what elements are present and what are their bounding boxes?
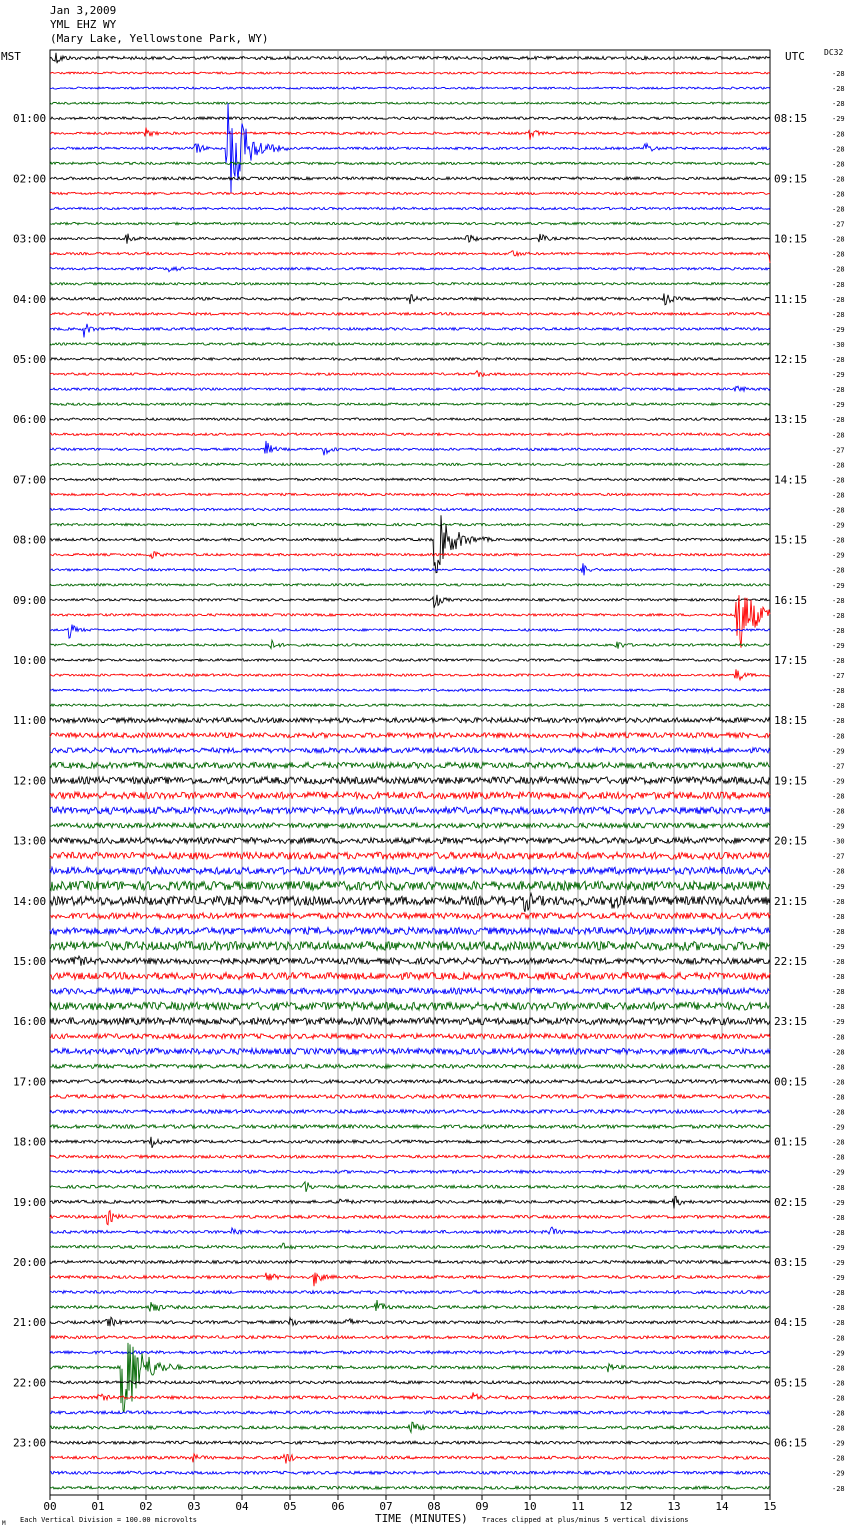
x-tick-label: 03 [187, 1500, 201, 1513]
dc-offset-label: -29 [832, 1439, 845, 1448]
trace-row-92 [50, 1441, 770, 1444]
dc-offset-label: -28 [832, 702, 845, 711]
dc-offset-label: -29 [832, 777, 845, 786]
trace-row-86 [50, 1351, 770, 1354]
mst-hour-label: 22:00 [13, 1376, 47, 1390]
trace-row-48 [50, 777, 770, 784]
utc-hour-label: 04:15 [774, 1316, 808, 1330]
dc-offset-label: -28 [832, 295, 845, 304]
dc-offset-label: -29 [832, 942, 845, 951]
dc-offset-label: -28 [832, 867, 845, 876]
trace-row-70 [50, 1110, 770, 1114]
trace-row-18 [50, 324, 770, 338]
dc-offset-label: -28 [832, 310, 845, 319]
trace-row-57 [50, 913, 770, 919]
dc-offset-label: -28 [832, 958, 845, 966]
dc-offset-label: -28 [832, 1213, 845, 1222]
dc-offset-label: -28 [832, 912, 845, 921]
trace-row-24 [50, 418, 770, 420]
dc-offset-label: -28 [832, 70, 845, 79]
dc-offset-label: -28 [832, 732, 845, 741]
dc-offset-label: -29 [832, 371, 845, 380]
dc-offset-label: -28 [832, 973, 845, 982]
dc-offset-label: -28 [832, 386, 845, 395]
trace-row-47 [50, 762, 770, 768]
dc-offset-label: -28 [832, 1394, 845, 1403]
dc-offset-label: -27 [832, 762, 845, 771]
dc-offset-label: -28 [832, 130, 845, 139]
trace-row-82 [50, 1291, 770, 1294]
mst-hour-label: 09:00 [13, 593, 47, 607]
trace-row-12 [50, 234, 770, 244]
mst-hour-label: 23:00 [13, 1436, 47, 1450]
trace-row-55 [50, 881, 770, 890]
mst-hour-label: 13:00 [13, 834, 47, 848]
trace-row-5 [50, 128, 770, 140]
trace-row-75 [50, 1182, 770, 1192]
dc-offset-label: -28 [832, 160, 845, 169]
trace-row-6 [50, 103, 770, 193]
trace-row-27 [50, 463, 770, 465]
plot-grid [50, 50, 770, 1500]
trace-row-4 [50, 117, 770, 120]
trace-row-30 [50, 508, 770, 510]
dc-offset-label: -28 [832, 566, 845, 575]
dc-offset-label: -28 [832, 1003, 845, 1012]
trace-row-51 [50, 823, 770, 828]
mst-hour-label: 04:00 [13, 292, 47, 306]
mst-hour-label: 19:00 [13, 1195, 47, 1209]
trace-row-69 [50, 1095, 770, 1099]
trace-row-28 [50, 478, 770, 480]
trace-row-60 [50, 956, 770, 966]
mst-hour-label: 16:00 [13, 1015, 47, 1029]
trace-row-15 [50, 283, 770, 285]
utc-hour-label: 11:15 [774, 292, 808, 306]
dc-offset-label: -28 [832, 205, 845, 214]
trace-row-71 [50, 1125, 770, 1129]
dc-offset-label: -28 [832, 897, 845, 906]
dc-offset-label: -28 [832, 792, 845, 801]
dc-offset-label: -28 [832, 927, 845, 936]
trace-row-83 [50, 1300, 770, 1311]
utc-hour-label: 16:15 [774, 593, 808, 607]
dc-label-text: DC [824, 48, 834, 57]
dc-offset-label: -30 [832, 340, 845, 349]
trace-row-7 [50, 162, 770, 164]
dc-offset-label: -28 [832, 1364, 845, 1373]
dc-offset-label: -28 [832, 1409, 845, 1418]
trace-row-34 [50, 563, 770, 575]
utc-hour-label: 13:15 [774, 413, 808, 427]
dc-offset-label: -28 [832, 356, 845, 364]
dc-offset-label: -28 [832, 175, 845, 184]
trace-row-44 [50, 718, 770, 723]
mst-hour-label: 02:00 [13, 172, 47, 186]
mst-hour-label: 10:00 [13, 654, 47, 667]
dc-offset-label: -27 [832, 852, 845, 861]
trace-row-73 [50, 1155, 770, 1158]
dc-offset-label: -27 [832, 220, 845, 229]
x-axis-title: TIME (MINUTES) [375, 1512, 468, 1525]
mst-hour-label: 06:00 [13, 413, 47, 427]
dc-offset-label: -28 [832, 85, 845, 94]
trace-row-16 [50, 294, 770, 305]
trace-row-95 [50, 1486, 770, 1489]
mst-hour-label: 12:00 [13, 774, 47, 788]
x-tick-label: 11 [571, 1500, 585, 1513]
trace-row-74 [50, 1170, 770, 1173]
dc-offset-label: -28 [832, 1153, 845, 1162]
dc-offset-label: -29 [832, 1168, 845, 1177]
trace-row-46 [50, 748, 770, 753]
x-tick-label: 01 [91, 1500, 105, 1513]
mst-hour-label: 08:00 [13, 533, 47, 547]
trace-row-25 [50, 433, 770, 435]
dc-offset-label: -28 [832, 1379, 845, 1388]
trace-row-63 [50, 1002, 770, 1010]
corner-mark: M [2, 1520, 6, 1527]
mst-hour-label: 05:00 [13, 353, 47, 366]
dc-offset-label: -28 [832, 1319, 845, 1328]
dc-offset-label: -28 [832, 1484, 845, 1493]
trace-row-68 [50, 1080, 770, 1084]
dc-offset-label: -28 [832, 626, 845, 635]
trace-row-35 [50, 584, 770, 586]
dc-offset-label: -28 [832, 536, 845, 545]
trace-row-39 [50, 640, 770, 649]
dc-offset-label: -28 [832, 190, 845, 199]
trace-row-67 [50, 1064, 770, 1068]
dc-offset-label: -28 [832, 1048, 845, 1057]
dc-offset-label: -28 [832, 506, 845, 515]
dc-offset-label: -29 [832, 401, 845, 410]
dc-offset-label: -28 [832, 657, 845, 665]
dc-offset-label: -28 [832, 145, 845, 154]
mst-hour-label: 18:00 [13, 1135, 47, 1149]
trace-row-36 [50, 595, 770, 608]
dc-first-value: 32 [833, 48, 844, 57]
x-tick-label: 06 [331, 1500, 345, 1513]
dc-offset-label: -28 [832, 1108, 845, 1117]
dc-offset-label: -30 [832, 837, 845, 846]
x-tick-label: 10 [523, 1500, 537, 1513]
utc-hour-label: 22:15 [774, 955, 808, 968]
x-tick-label: 00 [43, 1500, 57, 1513]
trace-row-56 [50, 893, 770, 912]
utc-hour-label: 17:15 [774, 654, 808, 667]
dc-offset-label: -29 [832, 1259, 845, 1267]
mst-hour-label: 14:00 [13, 894, 47, 908]
utc-hour-label: 05:15 [774, 1376, 808, 1390]
trace-row-66 [50, 1048, 770, 1054]
utc-hour-label: 09:15 [774, 172, 808, 186]
dc-offset-label: -28 [832, 807, 845, 816]
trace-row-53 [50, 852, 770, 859]
dc-offset-label: -29 [832, 1243, 845, 1252]
dc-offset-label: -28 [832, 1454, 845, 1463]
dc-offset-label: -29 [832, 1123, 845, 1132]
trace-row-62 [50, 988, 770, 994]
trace-row-31 [50, 523, 770, 525]
trace-row-23 [50, 403, 770, 405]
trace-row-93 [50, 1454, 770, 1464]
utc-hour-label: 03:15 [774, 1256, 808, 1269]
dc-offset-label: -28 [832, 1289, 845, 1298]
x-tick-label: 07 [379, 1500, 393, 1513]
trace-row-11 [50, 222, 770, 224]
dc-offset-label: -29 [832, 1018, 845, 1027]
dc-offset-label: -28 [832, 988, 845, 997]
trace-row-37 [50, 595, 770, 648]
trace-row-19 [50, 343, 770, 345]
dc-offset-label: -28 [832, 235, 845, 244]
trace-row-87 [50, 1343, 770, 1413]
date-label: Jan 3,2009 [50, 4, 117, 17]
dc-offset-label: -29 [832, 521, 845, 530]
x-tick-label: 05 [283, 1500, 297, 1513]
trace-row-8 [50, 177, 770, 180]
trace-row-90 [50, 1411, 770, 1414]
utc-hour-label: 12:15 [774, 353, 808, 366]
utc-hour-label: 20:15 [774, 834, 808, 848]
trace-row-84 [50, 1317, 770, 1326]
mst-hour-label: 07:00 [13, 473, 47, 487]
trace-row-91 [50, 1422, 770, 1432]
trace-row-65 [50, 1034, 770, 1039]
trace-row-43 [50, 704, 770, 706]
dc-offset-label: -29 [832, 747, 845, 756]
mst-hour-label: 15:00 [13, 955, 47, 968]
dc-offset-label: -28 [832, 491, 845, 500]
dc-offset-label: -28 [832, 1228, 845, 1237]
dc-offset-label: -28 [832, 1334, 845, 1343]
trace-row-77 [50, 1211, 770, 1225]
utc-hour-label: 19:15 [774, 774, 808, 788]
trace-row-22 [50, 386, 770, 391]
x-tick-label: 13 [667, 1500, 681, 1513]
dc-offset-label: -28 [832, 1424, 845, 1433]
dc-offset-label: -28 [832, 250, 845, 259]
trace-row-64 [50, 1018, 770, 1025]
x-tick-label: 09 [475, 1500, 489, 1513]
trace-row-52 [50, 838, 770, 844]
trace-row-10 [50, 207, 770, 209]
clip-note: Traces clipped at plus/minus 5 vertical divisions [482, 1516, 689, 1524]
trace-row-2 [50, 87, 770, 89]
utc-axis-label: UTC [785, 50, 805, 63]
trace-row-26 [50, 441, 770, 455]
dc-offset-label: -28 [832, 1183, 845, 1192]
trace-group [50, 53, 770, 1489]
trace-row-9 [50, 192, 770, 194]
dc-offset-label: -28 [832, 596, 845, 605]
trace-row-54 [50, 867, 770, 874]
utc-hour-label: 00:15 [774, 1075, 808, 1089]
trace-row-41 [50, 669, 770, 680]
x-tick-label: 04 [235, 1500, 249, 1513]
trace-row-78 [50, 1227, 770, 1234]
dc-offset-label: -29 [832, 822, 845, 831]
dc-offset-label: -29 [832, 1349, 845, 1358]
x-tick-label: 08 [427, 1500, 441, 1513]
dc-offset-label: -28 [832, 717, 845, 726]
trace-row-42 [50, 689, 770, 691]
dc-offset-label: -28 [832, 416, 845, 425]
trace-row-17 [50, 313, 770, 316]
dc-offset-label: -28 [832, 687, 845, 696]
dc-offset-label: -28 [832, 1078, 845, 1087]
trace-row-88 [50, 1381, 770, 1384]
trace-row-3 [50, 102, 770, 104]
trace-row-0 [50, 53, 770, 63]
trace-row-80 [50, 1261, 770, 1264]
trace-row-50 [50, 807, 770, 814]
dc-offset-label: -28 [832, 431, 845, 440]
dc-offset-label: -29 [832, 551, 845, 560]
trace-row-13 [50, 251, 770, 263]
utc-hour-label: 02:15 [774, 1195, 808, 1209]
dc-offset-label: -28 [832, 611, 845, 620]
utc-hour-label: 23:15 [774, 1015, 808, 1029]
trace-row-89 [50, 1392, 770, 1400]
x-tick-label: 12 [619, 1500, 633, 1513]
station-label: YML EHZ WY [50, 18, 117, 31]
x-tick-label: 02 [139, 1500, 153, 1513]
dc-offset-label: -27 [832, 672, 845, 681]
utc-hour-label: 01:15 [774, 1135, 808, 1149]
trace-row-21 [50, 371, 770, 377]
dc-offset-label: -28 [832, 1093, 845, 1102]
mst-hour-label: 01:00 [13, 112, 47, 126]
mst-hour-label: 11:00 [13, 714, 47, 728]
trace-row-76 [50, 1196, 770, 1208]
x-tick-label: 14 [715, 1500, 729, 1513]
mst-hour-label: 17:00 [13, 1075, 47, 1089]
scale-note: Each Vertical Division = 100.00 microvolts [20, 1516, 198, 1524]
trace-row-79 [50, 1243, 770, 1249]
dc-offset-label: -28 [832, 100, 845, 109]
mst-hour-label: 03:00 [13, 232, 47, 246]
dc-offset-label: -29 [832, 115, 845, 124]
dc-offset-label: -29 [832, 325, 845, 334]
utc-hour-label: 18:15 [774, 714, 808, 728]
trace-row-49 [50, 792, 770, 799]
utc-hour-label: 15:15 [774, 533, 808, 547]
trace-row-29 [50, 493, 770, 495]
trace-row-58 [50, 927, 770, 934]
trace-row-40 [50, 659, 770, 661]
trace-row-81 [50, 1273, 770, 1287]
trace-row-20 [50, 358, 770, 361]
trace-row-45 [50, 733, 770, 738]
trace-row-38 [50, 625, 770, 639]
dc-offset-label: -28 [832, 1304, 845, 1313]
trace-row-94 [50, 1471, 770, 1474]
dc-offset-label: -29 [832, 1469, 845, 1478]
dc-offset-label: -28 [832, 1033, 845, 1042]
utc-hour-label: 21:15 [774, 894, 808, 908]
x-tick-label: 15 [763, 1500, 777, 1513]
dc-offset-label: -27 [832, 446, 845, 455]
dc-offset-label: -28 [832, 280, 845, 289]
trace-row-14 [50, 267, 770, 272]
dc-offset-label: -29 [832, 581, 845, 590]
trace-row-59 [50, 942, 770, 951]
trace-row-72 [50, 1137, 770, 1148]
trace-row-1 [50, 72, 770, 74]
mst-hour-label: 21:00 [13, 1316, 47, 1330]
utc-hour-label: 08:15 [774, 112, 808, 126]
utc-hour-label: 10:15 [774, 232, 808, 246]
utc-hour-label: 14:15 [774, 473, 808, 487]
trace-row-85 [50, 1336, 770, 1339]
dc-offset-label: -29 [832, 1198, 845, 1207]
mst-axis-label: MST [1, 50, 21, 63]
utc-hour-label: 06:15 [774, 1436, 808, 1450]
location-label: (Mary Lake, Yellowstone Park, WY) [50, 32, 269, 45]
dc-offset-label: -29 [832, 641, 845, 650]
dc-offset-label: -28 [832, 476, 845, 485]
dc-offset-label: -29 [832, 882, 845, 891]
dc-offset-label: -28 [832, 1063, 845, 1072]
label-group [13, 70, 845, 1513]
dc-offset-label: -28 [832, 265, 845, 274]
trace-row-61 [50, 973, 770, 980]
trace-row-33 [50, 552, 770, 559]
dc-offset-label: -29 [832, 1274, 845, 1283]
dc-offset-label: -28 [832, 1138, 845, 1147]
dc-offset-label: -28 [832, 461, 845, 470]
mst-hour-label: 20:00 [13, 1256, 47, 1269]
